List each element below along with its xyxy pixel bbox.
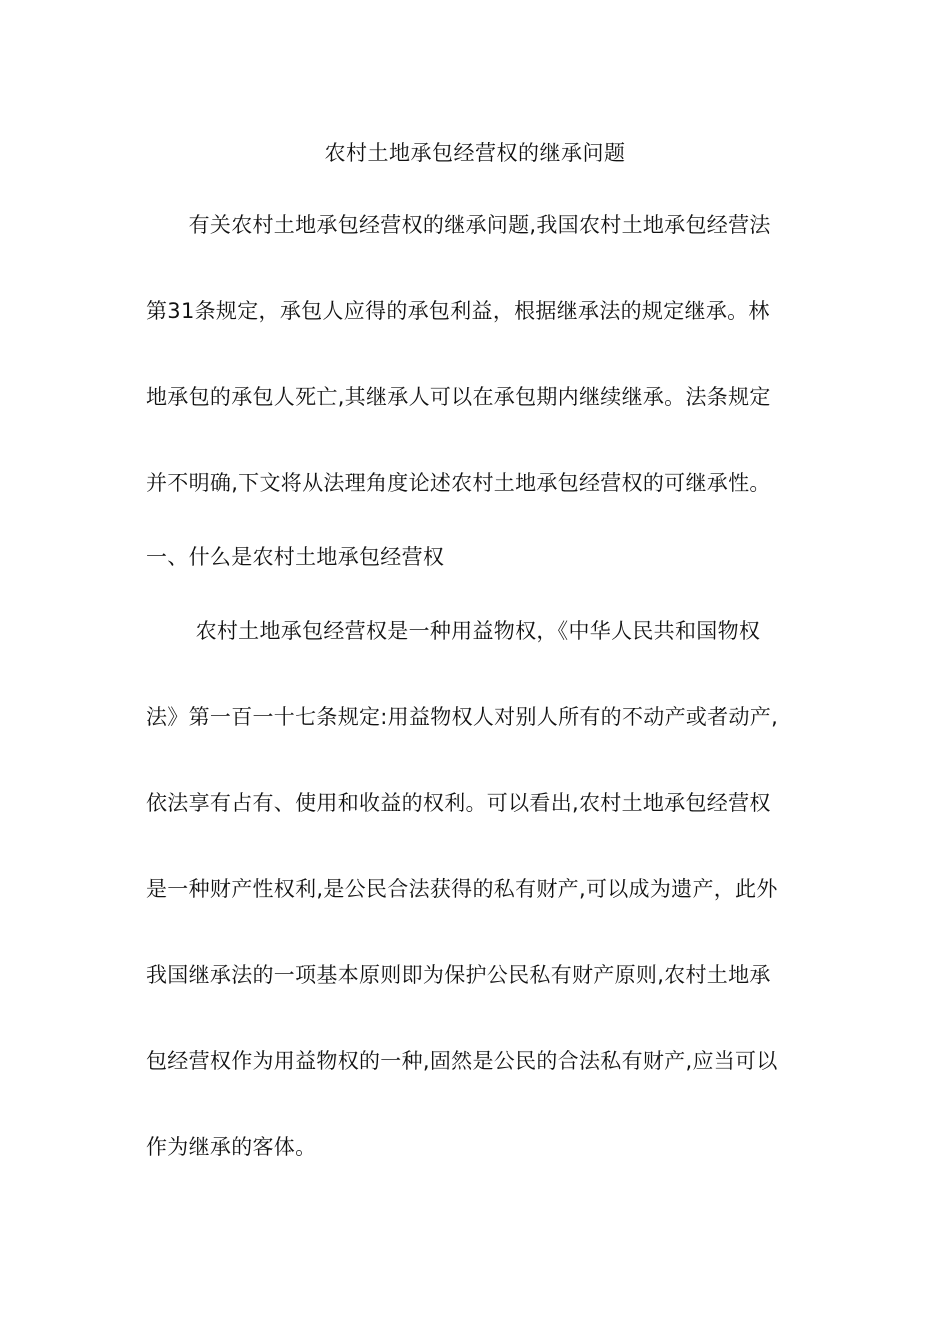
paragraph-line-9: 我国继承法的一项基本原则即为保护公民私有财产原则,农村土地承 [146, 963, 771, 987]
paragraph-line-7: 依法享有占有、使用和收益的权利。可以看出,农村土地承包经营权 [146, 791, 771, 815]
paragraph-line-5: 农村土地承包经营权是一种用益物权，《中华人民共和国物权 [146, 619, 761, 643]
paragraph-line-11: 作为继承的客体。 [146, 1135, 317, 1159]
paragraph-line-6: 法》第一百一十七条规定:用益物权人对别人所有的不动产或者动产, [146, 705, 779, 729]
paragraph-line-1: 有关农村土地承包经营权的继承问题,我国农村土地承包经营法 [146, 213, 771, 237]
paragraph-line-8: 是一种财产性权利,是公民合法获得的私有财产,可以成为遗产，此外 [146, 877, 778, 901]
document-title: 农村土地承包经营权的继承问题 [324, 141, 626, 165]
paragraph-line-10: 包经营权作为用益物权的一种,固然是公民的合法私有财产,应当可以 [146, 1049, 778, 1073]
section-heading: 一、什么是农村土地承包经营权 [146, 545, 445, 569]
paragraph-line-4: 并不明确,下文将从法理角度论述农村土地承包经营权的可继承性。 [146, 471, 771, 495]
paragraph-line-3: 地承包的承包人死亡,其继承人可以在承包期内继续继承。法条规定 [146, 385, 771, 409]
paragraph-line-2: 第31条规定，承包人应得的承包利益，根据继承法的规定继承。林 [146, 299, 770, 323]
